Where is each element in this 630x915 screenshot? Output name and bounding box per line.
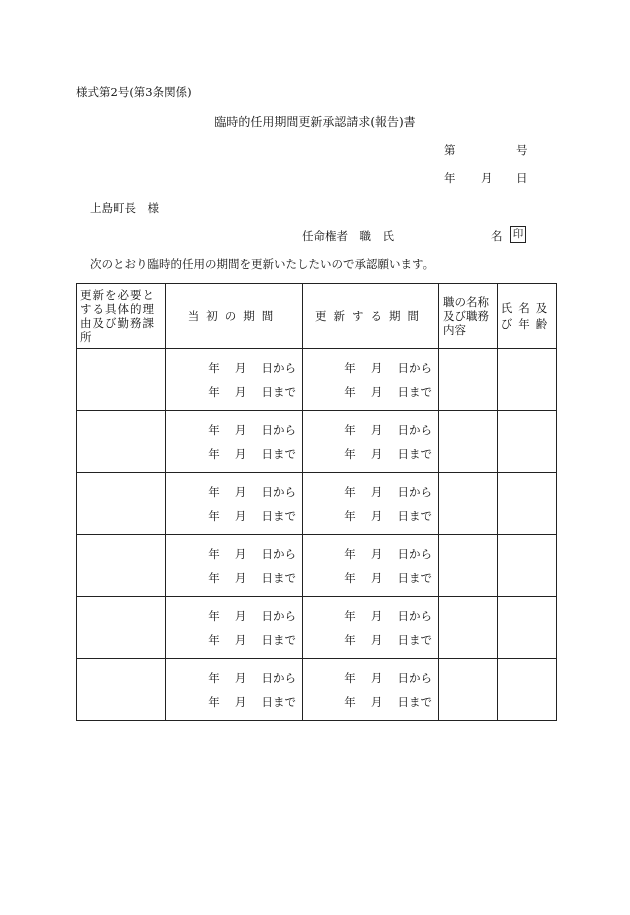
job-cell[interactable]	[439, 411, 498, 473]
addressee: 上島町長 様	[90, 201, 159, 215]
initial-period-cell[interactable]	[166, 535, 303, 597]
initial-period-cell[interactable]	[166, 659, 303, 721]
form-number: 様式第2号(第3条関係)	[76, 85, 192, 99]
initial-from: 年 月 日から	[208, 546, 296, 561]
initial-from: 年 月 日から	[208, 670, 296, 685]
job-cell[interactable]	[439, 597, 498, 659]
name-age-cell[interactable]	[498, 411, 557, 473]
table-row	[77, 597, 557, 659]
initial-from: 年 月 日から	[208, 360, 296, 375]
table-header-row	[77, 284, 557, 349]
initial-to: 年 月 日まで	[208, 694, 296, 709]
job-cell[interactable]	[439, 535, 498, 597]
name-age-cell[interactable]	[498, 597, 557, 659]
intro-text: 次のとおり臨時的任用の期間を更新いたしたいので承認願います。	[90, 257, 435, 271]
name-age-cell[interactable]	[498, 535, 557, 597]
renew-to: 年 月 日まで	[344, 694, 432, 709]
initial-period-cell[interactable]	[166, 349, 303, 411]
header-initial-period: 当初の期間	[166, 284, 303, 349]
reason-cell[interactable]	[77, 349, 166, 411]
renewal-period-cell[interactable]	[303, 411, 439, 473]
initial-from: 年 月 日から	[208, 484, 296, 499]
initial-period-cell[interactable]	[166, 473, 303, 535]
renewal-table	[76, 283, 557, 721]
renew-from: 年 月 日から	[344, 670, 432, 685]
table-row	[77, 473, 557, 535]
renew-from: 年 月 日から	[344, 484, 432, 499]
reason-cell[interactable]	[77, 659, 166, 721]
renewal-period-cell[interactable]	[303, 535, 439, 597]
name-age-cell[interactable]	[498, 473, 557, 535]
initial-to: 年 月 日まで	[208, 384, 296, 399]
appointer-label: 任命権者 職 氏	[302, 229, 394, 243]
initial-period-cell[interactable]	[166, 411, 303, 473]
date-month-label: 月	[481, 171, 493, 185]
job-cell[interactable]	[439, 473, 498, 535]
job-cell[interactable]	[439, 659, 498, 721]
header-job-title: 職の名称及び職務内容	[439, 284, 498, 349]
header-renewal-period: 更新する期間	[303, 284, 439, 349]
initial-to: 年 月 日まで	[208, 446, 296, 461]
reason-cell[interactable]	[77, 597, 166, 659]
job-cell[interactable]	[439, 349, 498, 411]
renew-from: 年 月 日から	[344, 608, 432, 623]
number-prefix-label: 第	[444, 143, 456, 157]
renew-from: 年 月 日から	[344, 422, 432, 437]
renew-to: 年 月 日まで	[344, 632, 432, 647]
initial-to: 年 月 日まで	[208, 570, 296, 585]
table-row	[77, 535, 557, 597]
renew-to: 年 月 日まで	[344, 446, 432, 461]
table-row	[77, 411, 557, 473]
number-suffix-label: 号	[516, 143, 528, 157]
date-day-label: 日	[516, 171, 528, 185]
header-reason: 更新を必要とする具体的理由及び勤務課所	[77, 284, 166, 349]
initial-to: 年 月 日まで	[208, 632, 296, 647]
seal-box: 印	[510, 226, 526, 243]
initial-from: 年 月 日から	[208, 422, 296, 437]
initial-period-cell[interactable]	[166, 597, 303, 659]
name-age-cell[interactable]	[498, 349, 557, 411]
renewal-period-cell[interactable]	[303, 659, 439, 721]
renew-from: 年 月 日から	[344, 360, 432, 375]
appointer-name-label: 名	[491, 229, 503, 243]
date-year-label: 年	[444, 171, 456, 185]
header-name-age: 氏名及び年齢	[498, 284, 557, 349]
document-title: 臨時的任用期間更新承認請求(報告)書	[214, 115, 416, 129]
renew-to: 年 月 日まで	[344, 570, 432, 585]
renewal-period-cell[interactable]	[303, 349, 439, 411]
reason-cell[interactable]	[77, 473, 166, 535]
reason-cell[interactable]	[77, 411, 166, 473]
renew-to: 年 月 日まで	[344, 508, 432, 523]
table-row	[77, 659, 557, 721]
renewal-period-cell[interactable]	[303, 597, 439, 659]
initial-to: 年 月 日まで	[208, 508, 296, 523]
table-row	[77, 349, 557, 411]
renew-from: 年 月 日から	[344, 546, 432, 561]
initial-from: 年 月 日から	[208, 608, 296, 623]
reason-cell[interactable]	[77, 535, 166, 597]
renewal-period-cell[interactable]	[303, 473, 439, 535]
renew-to: 年 月 日まで	[344, 384, 432, 399]
name-age-cell[interactable]	[498, 659, 557, 721]
